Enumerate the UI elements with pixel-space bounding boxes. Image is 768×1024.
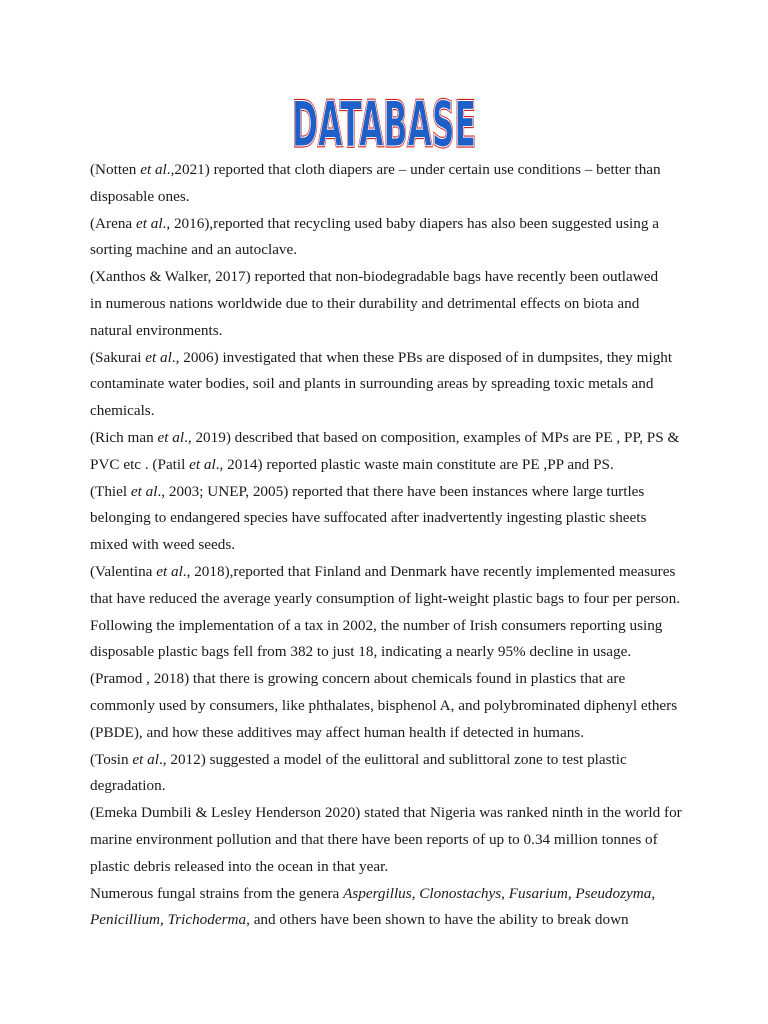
text-line — [90, 291, 690, 318]
text-run: chemicals. — [90, 402, 155, 420]
title-highlight: DATABASE — [292, 88, 476, 156]
text-line — [90, 559, 690, 586]
italic-text: et al — [189, 455, 216, 473]
text-run: (Thiel — [90, 482, 131, 500]
text-run: (Rich man — [90, 428, 158, 446]
title-text: DATABASE — [292, 88, 476, 156]
text-run: , — [160, 911, 168, 929]
text-run: ., 2006) investigated that when these PBs are disposed of in dumpsites, they might — [171, 348, 673, 366]
text-run: (Arena — [90, 214, 136, 232]
text-line — [90, 586, 690, 613]
text-run: PVC etc . (Patil — [90, 455, 190, 473]
text-line — [90, 854, 690, 881]
text-line — [90, 827, 690, 854]
paragraph — [90, 881, 690, 935]
text-run: (Sakurai — [90, 348, 146, 366]
text-line — [90, 747, 690, 774]
text-run: ., 2016),reported that recycling used baby diapers has also been suggested using a — [162, 214, 659, 232]
italic-text: et al — [132, 750, 159, 768]
paragraph — [90, 747, 690, 801]
page-title — [0, 86, 768, 156]
text-run: that have reduced the average yearly consumption of light-weight plastic bags to four per person. — [90, 589, 681, 607]
italic-text: Aspergillus — [343, 884, 412, 902]
text-run: commonly used by consumers, like phthalates, bisphenol A, and polybrominated diphenyl ethers — [90, 696, 678, 714]
text-run: ., 2018),reported that Finland and Denmark have recently implemented measures — [182, 562, 676, 580]
text-line — [90, 318, 690, 345]
document-body — [90, 157, 690, 934]
italic-text: et al — [157, 428, 185, 446]
italic-text: et al — [145, 348, 172, 366]
text-run: Following the implementation of a tax in 2002, the number of Irish consumers reporting using — [90, 616, 663, 634]
text-run: sorting machine and an autoclave. — [90, 241, 298, 259]
text-run: ., 2014) reported plastic waste main constitute are PE ,PP and PS. — [215, 455, 614, 473]
text-line — [90, 452, 690, 479]
text-run: plastic debris released into the ocean in that year. — [90, 857, 389, 875]
italic-text: Fusarium — [508, 884, 568, 902]
text-line — [90, 264, 690, 291]
text-run: Numerous fungal strains from the genera — [90, 884, 344, 902]
text-run: marine environment pollution and that there have been reports of up to 0.34 million tonnes of — [90, 830, 658, 848]
paragraph — [90, 479, 690, 559]
text-line — [90, 371, 690, 398]
paragraph — [90, 211, 690, 265]
text-line — [90, 720, 690, 747]
text-line — [90, 345, 690, 372]
text-line — [90, 425, 690, 452]
text-line — [90, 693, 690, 720]
italic-text: et al — [130, 482, 158, 500]
text-run: degradation. — [90, 777, 166, 795]
text-run: in numerous nations worldwide due to their durability and detrimental effects on biota and — [90, 294, 640, 312]
paragraph — [90, 345, 690, 425]
text-run: disposable plastic bags fell from 382 to just 18, indicating a nearly 95% decline in usage. — [90, 643, 632, 661]
text-run: , — [501, 884, 509, 902]
text-line — [90, 773, 690, 800]
paragraph — [90, 425, 690, 479]
text-run: belonging to endangered species have suffocated after inadvertently ingesting plastic sheets — [90, 509, 647, 527]
text-run: (Tosin — [90, 750, 133, 768]
text-line — [90, 881, 690, 908]
text-line — [90, 398, 690, 425]
text-run: ., 2012) suggested a model of the eulittoral and sublittoral zone to test plastic — [158, 750, 627, 768]
text-run: (PBDE), and how these additives may affect human health if detected in humans. — [90, 723, 585, 741]
text-run: contaminate water bodies, soil and plants in surrounding areas by spreading toxic metals and — [90, 375, 654, 393]
italic-text: Trichoderma — [167, 911, 247, 929]
text-run: (Emeka Dumbili & Lesley Henderson 2020) stated that Nigeria was ranked ninth in the world for — [90, 804, 682, 822]
text-line — [90, 237, 690, 264]
text-run: , and others have been shown to have the ability to break down — [246, 911, 629, 929]
italic-text: et al — [135, 214, 163, 232]
italic-text: et al — [140, 161, 167, 178]
text-line — [90, 613, 690, 640]
text-run: (Xanthos & Walker, 2017) reported that non-biodegradable bags have recently been outlawed — [90, 268, 659, 286]
text-run: , — [567, 884, 576, 902]
text-line — [90, 184, 690, 211]
paragraph — [90, 264, 690, 344]
text-run: (Notten — [90, 161, 141, 178]
text-line — [90, 666, 690, 693]
text-run: (Valentina — [90, 562, 157, 580]
text-run: natural environments. — [90, 321, 223, 339]
text-line — [90, 800, 690, 827]
text-run: mixed with weed seeds. — [90, 536, 236, 554]
paragraph — [90, 800, 690, 880]
paragraph — [90, 157, 690, 211]
text-line — [90, 479, 690, 506]
italic-text: Penicillium — [90, 911, 161, 929]
text-line — [90, 505, 690, 532]
italic-text: Clonostachys — [419, 884, 502, 902]
paragraph — [90, 559, 690, 666]
text-line — [90, 211, 690, 238]
text-run: ., 2019) described that based on composition, examples of MPs are PE , PP, PS & — [184, 428, 680, 446]
text-line — [90, 157, 690, 184]
text-run: .,2021) reported that cloth diapers are – under certain use conditions – better than — [166, 161, 661, 178]
text-run: , — [411, 884, 420, 902]
text-line — [90, 907, 690, 934]
paragraph — [90, 666, 690, 746]
text-run: , — [651, 884, 656, 902]
database-wordart-title — [284, 86, 484, 156]
text-run: disposable ones. — [90, 187, 190, 205]
text-run: (Pramod , 2018) that there is growing concern about chemicals found in plastics that are — [90, 670, 626, 688]
italic-text: Pseudozyma — [575, 884, 652, 902]
text-run: ., 2003; UNEP, 2005) reported that there have been instances where large turtles — [157, 482, 645, 500]
text-line — [90, 532, 690, 559]
text-line — [90, 639, 690, 666]
italic-text: et al — [156, 562, 183, 580]
